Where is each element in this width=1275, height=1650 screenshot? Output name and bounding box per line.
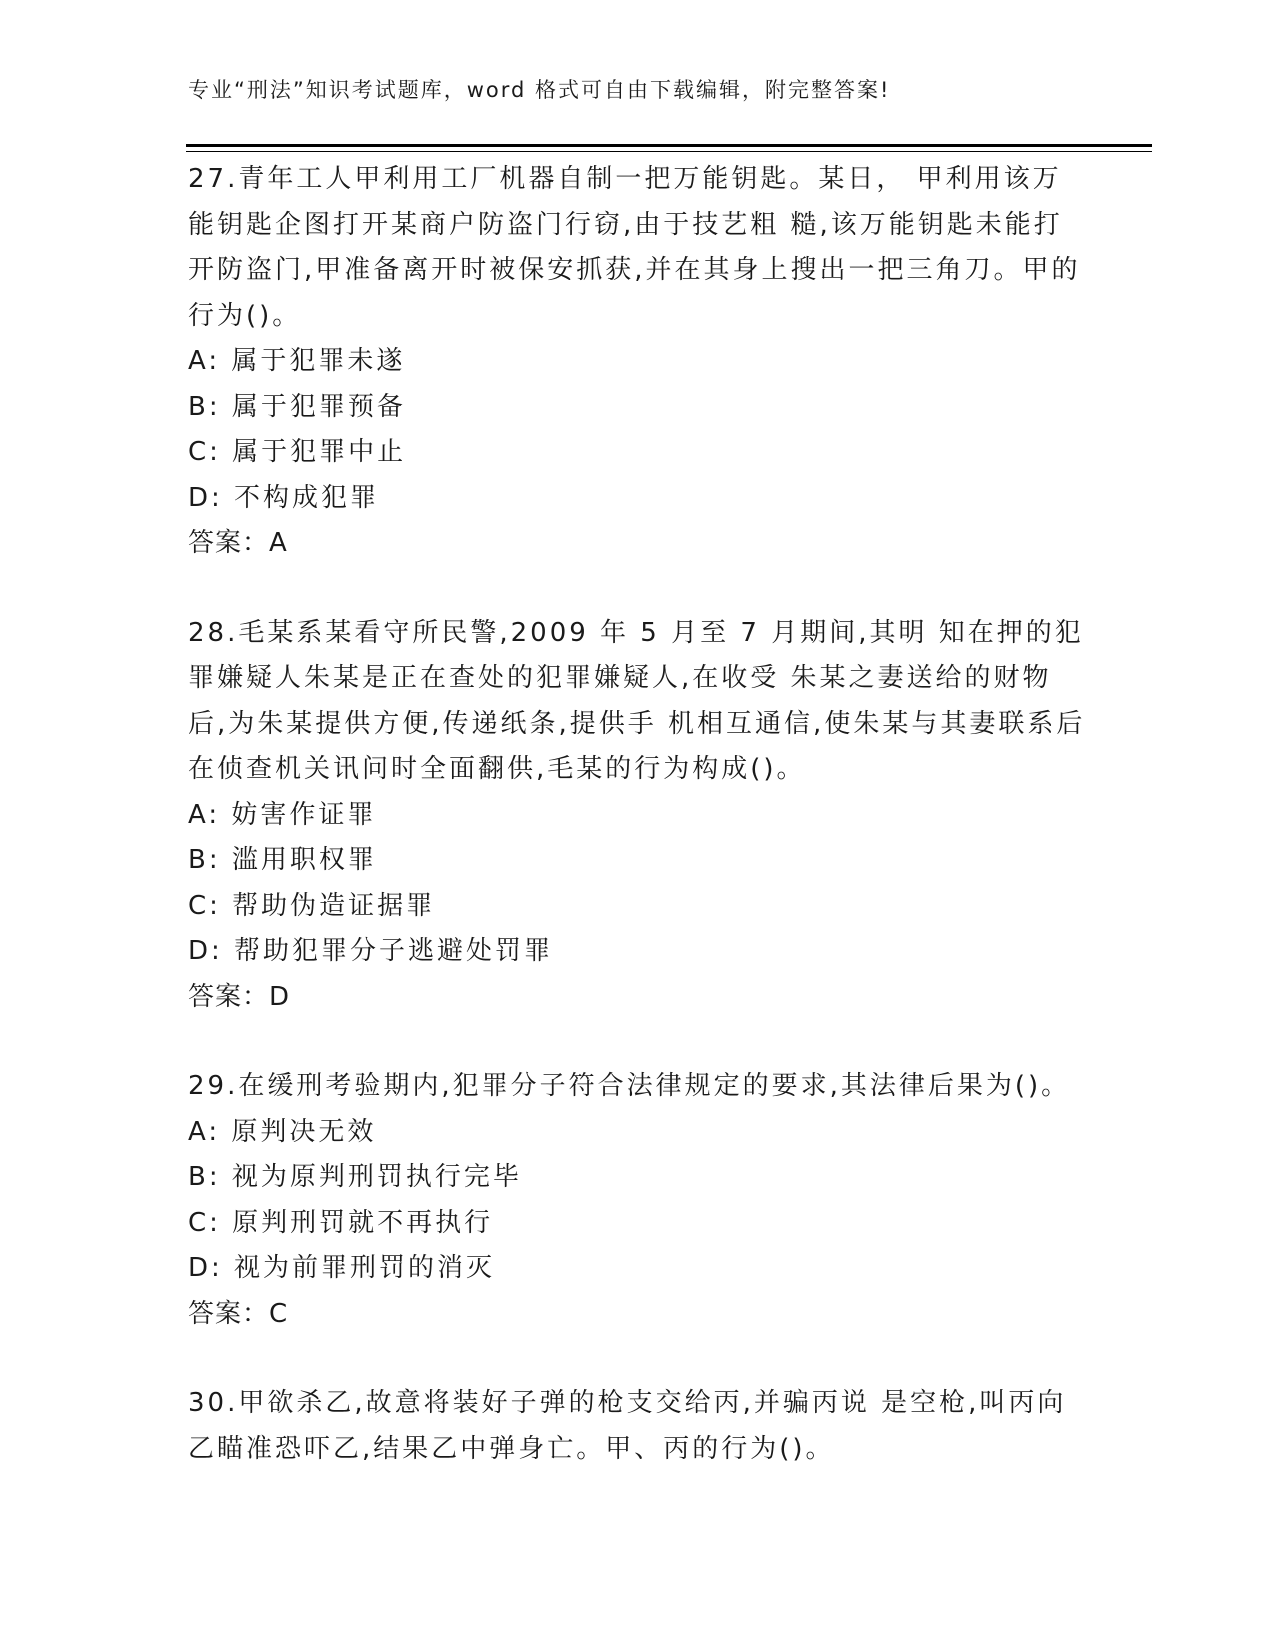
answer: 答案：C [188,1298,289,1329]
header-rule-thin [186,151,1152,152]
question-text: 27.青年工人甲利用工厂机器自制一把万能钥匙。某日， 甲利用该万能钥匙企图打开某商户防盗门行窃,由于技艺粗 糙,该万能钥匙未能打开防盗门,甲准备离开时被保安抓获,并在其身上搜出一把三角刀。甲的行为()。 [188,164,1081,331]
question-text: 28.毛某系某看守所民警,2009 年 5 月至 7 月期间,其明 知在押的犯罪嫌疑人朱某是正在查处的犯罪嫌疑人,在收受 朱某之妻送给的财物后,为朱某提供方便,传递纸条,提供手 机相互通信,使朱某与其妻联系后在侦查机关讯问时全面翻供,毛某的行为构成()。 [188,617,1086,784]
spacer [188,567,1088,611]
question-list [188,157,1088,1472]
option-a: A: 属于犯罪未遂 [188,346,406,376]
option-a: A: 原判决无效 [188,1116,377,1147]
answer: 答案：A [188,528,288,558]
question-29 [188,1064,1088,1337]
question-text: 29.在缓刑考验期内,犯罪分子符合法律规定的要求,其法律后果为()。 [188,1071,1071,1101]
question-text: 30.甲欲杀乙,故意将装好子弹的枪支交给丙,并骗丙说 是空枪,叫丙向乙瞄准恐吓乙,结果乙中弹身亡。甲、丙的行为()。 [188,1388,1067,1464]
spacer [188,1337,1088,1381]
option-c: C: 属于犯罪中止 [188,437,407,467]
option-d: D: 视为前罪刑罚的消灭 [188,1253,496,1283]
option-b: B: 视为原判刑罚执行完毕 [188,1162,522,1192]
option-c: C: 原判刑罚就不再执行 [188,1207,494,1238]
option-b: B: 属于犯罪预备 [188,391,406,422]
question-30 [188,1381,1088,1472]
option-b: B: 滥用职权罪 [188,845,377,875]
answer: 答案：D [188,981,291,1012]
page-header: 专业“刑法”知识考试题库，word 格式可自由下载编辑，附完整答案! [188,78,891,102]
option-a: A: 妨害作证罪 [188,799,377,830]
option-d: D: 帮助犯罪分子逃避处罚罪 [188,936,554,966]
option-c: C: 帮助伪造证据罪 [188,890,436,921]
question-28 [188,611,1088,1021]
header-rule [186,144,1152,147]
option-d: D: 不构成犯罪 [188,482,380,513]
spacer [188,1020,1088,1064]
question-27 [188,157,1088,567]
